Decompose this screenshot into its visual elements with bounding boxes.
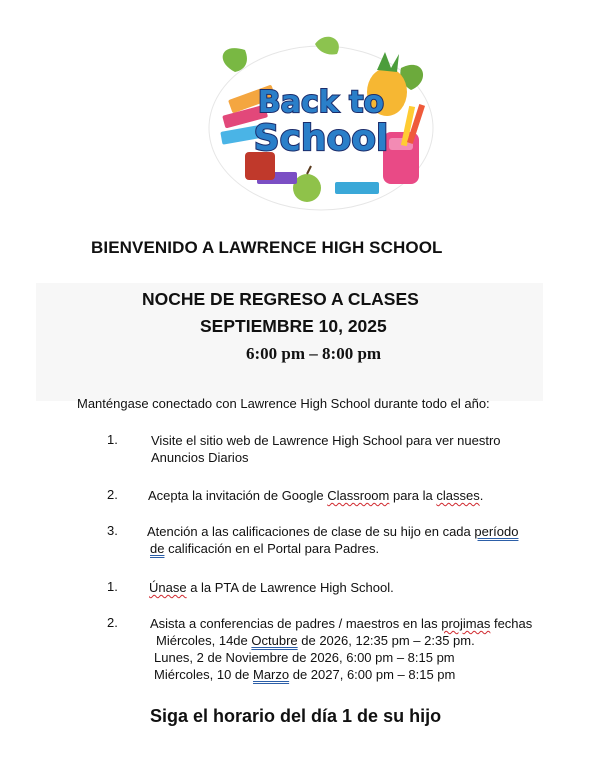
list-item <box>149 579 394 596</box>
text-run: Miércoles, 10 de <box>154 667 253 682</box>
list-number: 3. <box>107 523 118 538</box>
list-item-line: Lunes, 2 de Noviembre de 2026, 6:00 pm – 8:15 pm <box>154 650 455 665</box>
text-run: fechas <box>490 616 533 631</box>
grammar-flagged-word: período <box>474 524 519 539</box>
text-run: de 2026, 12:35 pm – 2:35 pm. <box>297 633 475 648</box>
text-run: . <box>479 488 484 503</box>
spelling-flagged-word: projimas <box>441 616 491 631</box>
list-item-line: Anuncios Diarios <box>151 450 249 465</box>
spelling-flagged-word: Únase <box>149 580 187 595</box>
grammar-flagged-word: Marzo <box>253 667 290 682</box>
back-to-school-illustration <box>205 32 437 214</box>
spelling-flagged-word: classes <box>436 488 480 503</box>
intro-text: Manténgase conectado con Lawrence High School durante todo el año: <box>77 396 490 411</box>
list-number: 1. <box>107 579 118 594</box>
welcome-heading: BIENVENIDO A LAWRENCE HIGH SCHOOL <box>91 238 443 257</box>
text-run: Acepta la invitación de Google <box>148 488 328 503</box>
list-number: 1. <box>107 432 118 447</box>
text-run: de 2027, 6:00 pm – 8:15 pm <box>289 667 456 682</box>
banner-line1: Back to <box>257 85 385 120</box>
event-date: SEPTIEMBRE 10, 2025 <box>200 316 387 336</box>
footer-note: Siga el horario del día 1 de su hijo <box>150 706 442 726</box>
list-item-line: Visite el sitio web de Lawrence High School para ver nuestro <box>151 433 501 448</box>
list-number: 2. <box>107 487 118 502</box>
banner-line2: School <box>253 118 389 159</box>
list-item <box>148 487 483 504</box>
text-run: Miércoles, 14de <box>156 633 252 648</box>
list-item <box>150 615 532 683</box>
spelling-flagged-word: Classroom <box>327 488 390 503</box>
grammar-flagged-word: Octubre <box>251 633 298 648</box>
text-run: Asista a conferencias de padres / maestros en las <box>150 616 442 631</box>
grammar-flagged-word: de <box>150 541 165 556</box>
list-item <box>151 432 501 466</box>
text-run: calificación en el Portal para Padres. <box>164 541 380 556</box>
text-run: para la <box>389 488 437 503</box>
event-time: 6:00 pm – 8:00 pm <box>246 344 382 363</box>
list-number: 2. <box>107 615 118 630</box>
text-run: a la PTA de Lawrence High School. <box>186 580 394 595</box>
text-run: Atención a las calificaciones de clase de su hijo en cada <box>147 524 475 539</box>
list-item <box>147 523 518 557</box>
event-title: NOCHE DE REGRESO A CLASES <box>142 289 419 309</box>
back-to-school-banner <box>205 32 437 214</box>
